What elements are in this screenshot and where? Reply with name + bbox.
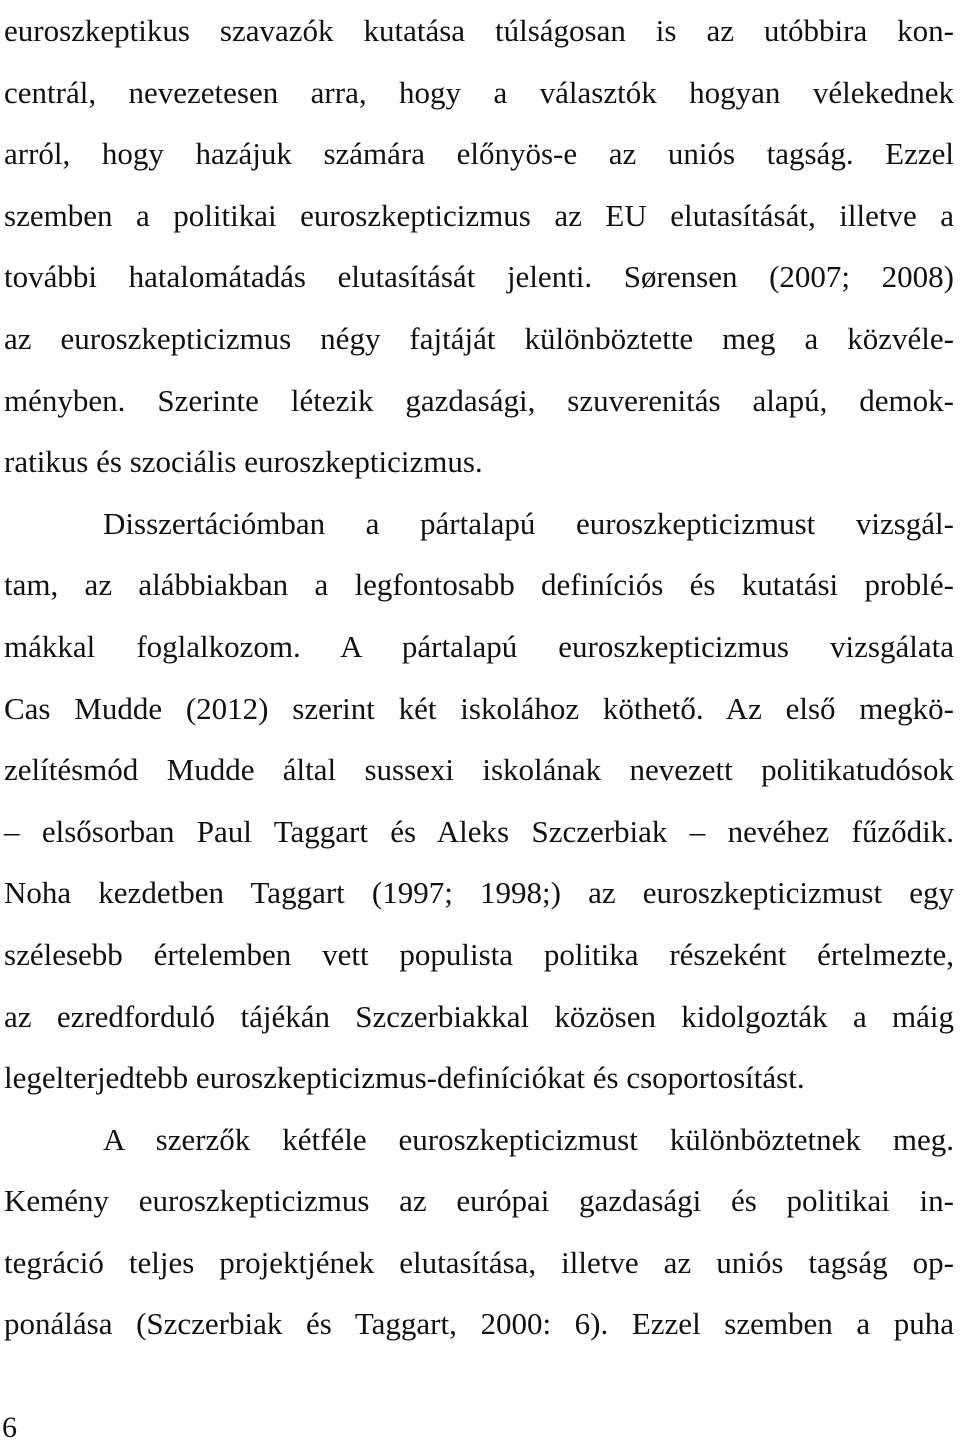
page-number: 6: [2, 1411, 17, 1444]
text-line: ponálása (Szczerbiak és Taggart, 2000: 6). Ezzel szemben a puha: [4, 1306, 954, 1342]
text-line: Cas Mudde (2012) szerint két iskolához köthető. Az első megkö-: [4, 690, 954, 726]
text-line: tam, az alábbiakban a legfontosabb definíciós és kutatási problé-: [4, 567, 954, 603]
paragraph: [4, 0, 954, 493]
text-line: centrál, nevezetesen arra, hogy a választók hogyan vélekednek: [4, 74, 954, 110]
paragraph: [4, 1109, 954, 1355]
text-line: az euroszkepticizmus négy fajtáját különböztette meg a közvéle-: [4, 320, 954, 356]
text-line: szemben a politikai euroszkepticizmus az EU elutasítását, illetve a: [4, 197, 954, 233]
text-line: euroszkeptikus szavazók kutatása túlságosan is az utóbbira kon-: [4, 13, 954, 48]
text-line: Disszertációmban a pártalapú euroszkepticizmust vizsgál-: [103, 505, 954, 541]
text-line: ratikus és szociális euroszkepticizmus.: [4, 444, 483, 480]
text-line: Kemény euroszkepticizmus az európai gazdasági és politikai in-: [4, 1183, 954, 1219]
text-line: szélesebb értelemben vett populista politika részeként értelmezte,: [4, 936, 954, 972]
text-line: legelterjedtebb euroszkepticizmus-definíciókat és csoportosítást.: [4, 1060, 805, 1096]
text-line: további hatalomátadás elutasítását jelenti. Sørensen (2007; 2008): [4, 259, 954, 295]
paragraph: [4, 493, 954, 1109]
text-line: – elsősorban Paul Taggart és Aleks Szczerbiak – nevéhez fűződik.: [4, 813, 954, 849]
text-line: tegráció teljes projektjének elutasítása, illetve az uniós tagság op-: [4, 1244, 954, 1280]
text-line: ményben. Szerinte létezik gazdasági, szuverenitás alapú, demok-: [4, 382, 954, 418]
text-line: zelítésmód Mudde által sussexi iskolának nevezett politikatudósok: [4, 752, 954, 788]
text-line: Noha kezdetben Taggart (1997; 1998;) az euroszkepticizmust egy: [4, 875, 954, 911]
text-line: arról, hogy hazájuk számára előnyös-e az uniós tagság. Ezzel: [4, 136, 954, 172]
text-line: az ezredforduló tájékán Szczerbiakkal közösen kidolgozták a máig: [4, 998, 954, 1034]
body-text: [4, 0, 954, 1355]
text-line: A szerzők kétféle euroszkepticizmust különböztetnek meg.: [103, 1121, 954, 1157]
text-line: mákkal foglalkozom. A pártalapú euroszkepticizmus vizsgálata: [4, 628, 954, 664]
